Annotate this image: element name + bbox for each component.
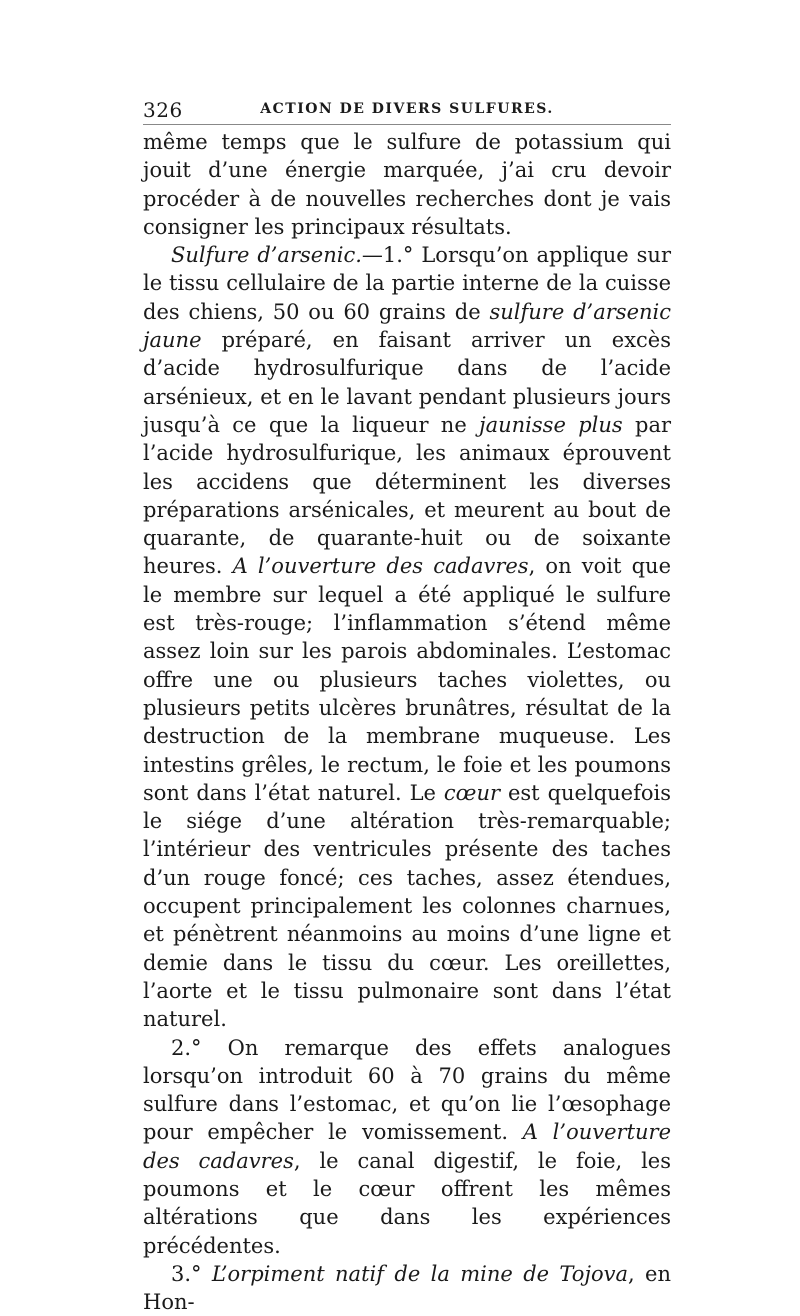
text-run: , on voit que le membre sur lequel a été appliqué le sulfure est très-rouge; l’inflammation s’étend même assez loin sur les parois abdominales. L’estomac offre une ou plusieurs taches violettes, ou plusieurs petits ulcères brunâtres, résultat de la destruction de la membrane muqueuse. Les intestins grêles, le rectum, le foie et les poumons sont dans l’état naturel. Le	[143, 554, 671, 805]
text-run: , en Hon-	[143, 1261, 672, 1315]
text-run: même temps que le sulfure de potassium qui jouit d’une énergie marquée, j’ai cru devoir procéder à de nouvelles recherches dont je vais consigner les principaux résultats.	[143, 130, 671, 239]
paragraph-continuation	[143, 128, 671, 241]
text-run: 2.° On remarque des effets analogues lorsqu’on introduit 60 à 70 grains du même sulfure dans l’estomac, et qu’on lie l’œsophage pour empêcher le vomissement.	[143, 1035, 671, 1145]
italic-run: A l’ouverture des cadavres	[232, 554, 529, 579]
italic-run: A l’ouverture des cadavres	[143, 1120, 671, 1173]
italic-run: cœur	[443, 780, 501, 805]
section-heading-italic: Sulfure d’arsenic.	[171, 243, 362, 268]
paragraph-experiment-2	[143, 1034, 671, 1260]
page-number: 326	[143, 98, 183, 122]
italic-run: L’orpiment natif de la mine de Tojova	[211, 1261, 628, 1286]
text-run: préparé, en faisant arriver un excès d’acide hydrosulfurique dans de l’acide arsénieux, et en le lavant pendant plusieurs jours jusqu’à ce que la liqueur ne	[143, 328, 671, 437]
running-title: ACTION DE DIVERS SULFURES.	[260, 101, 554, 117]
paragraph-experiment-3	[143, 1260, 671, 1316]
italic-run: sulfure d’arsenic jaune	[143, 299, 671, 353]
text-run: 3.°	[171, 1261, 212, 1286]
paragraph-sulfure-arsenic	[143, 241, 671, 1033]
page-header	[143, 96, 671, 125]
text-run: par l’acide hydrosulfurique, les animaux éprouvent les accidens que déterminent les diverses préparations arsénicales, et meurent au bout de quarante, de quarante-huit ou de soixante heures.	[143, 412, 671, 579]
body-text	[143, 128, 671, 1316]
text-run: est quelquefois le siége d’une altération très-remarquable; l’intérieur des ventricules présente des taches d’un rouge foncé; ces taches, assez étendues, occupent principalement les colonnes charnues, et pénètrent néanmoins au moins d’une ligne et demie dans le tissu du cœur. Les oreillettes, l’aorte et le tissu pulmonaire sont dans l’état naturel.	[143, 780, 671, 1032]
text-run: , le canal digestif, le foie, les poumons et le cœur offrent les mêmes altérations que dans les expériences précédentes.	[143, 1148, 671, 1258]
italic-run: jaunisse plus	[479, 412, 623, 437]
text-run: —1.° Lorsqu’on applique sur le tissu cellulaire de la partie interne de la cuisse des chiens, 50 ou 60 grains de	[143, 243, 671, 324]
